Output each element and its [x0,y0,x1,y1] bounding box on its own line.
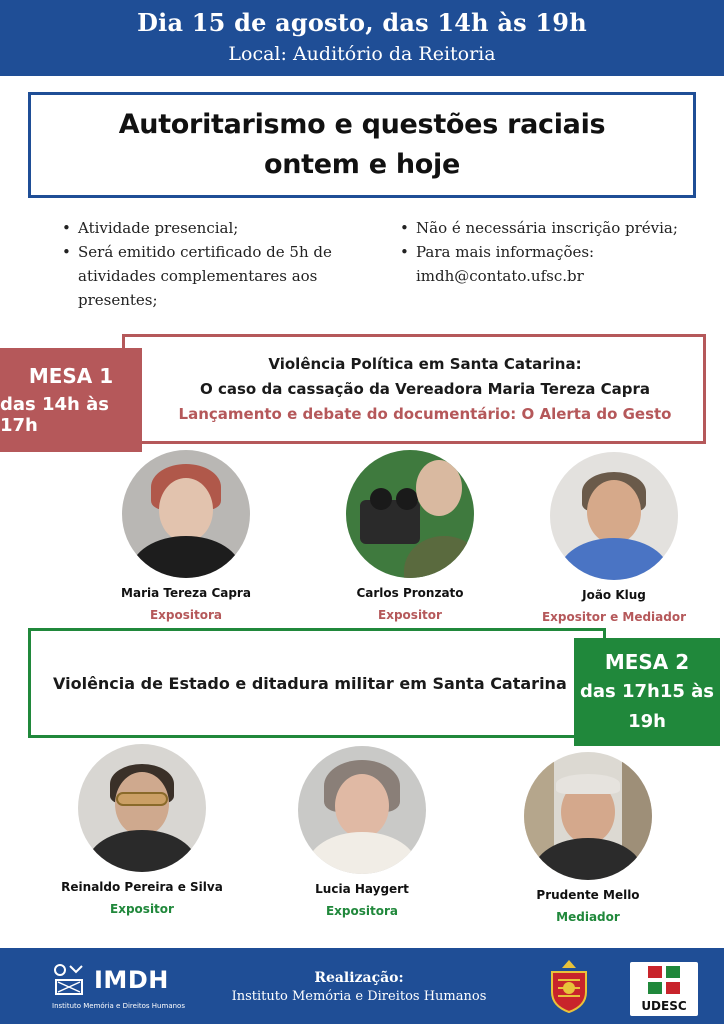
participant-photo [78,744,206,872]
participant-photo [346,450,474,578]
participant-photo [122,450,250,578]
participant-name: Carlos Pronzato [356,586,464,600]
realizacao-organizer: Instituto Memória e Direitos Humanos [231,989,487,1004]
ufsc-crest-icon [546,958,592,1014]
udesc-logo [630,962,698,1016]
info-item: • Não é necessária inscrição prévia; [400,216,700,240]
participant-role: Expositora [149,608,223,622]
mesa1-label [0,348,142,452]
info-item: • Atividade presencial; [62,216,362,240]
participant-photo [298,746,426,874]
udesc-mark-icon [630,962,698,1002]
mesa2-time-line1: das 17h15 às [579,681,715,702]
participant-photo [524,752,652,880]
participant-name: Lucia Haygert [315,882,409,896]
mesa1-subtitle: Lançamento e debate do documentário: O Alerta do Gesto [178,405,672,423]
info-item: • Para mais informações: imdh@contato.ufsc.br [400,240,700,288]
realizacao-block [200,970,518,1004]
participant-card [514,452,714,624]
participant-photo [550,452,678,580]
participant-name: João Klug [582,588,646,602]
info-list-left [62,216,362,312]
event-title-box [28,92,696,198]
mesa1-time: das 14h às 17h [0,394,110,436]
mesa2-title: MESA 2 [604,650,690,674]
imdh-logo [50,962,185,1012]
participant-role: Expositora [325,904,399,918]
mesa1-description [160,352,690,427]
mesa2-description: Violência de Estado e ditadura militar em Santa Catarina [53,673,567,693]
event-date: Dia 15 de agosto, das 14h às 19h [137,8,587,37]
participant-role: Expositor [378,608,442,622]
header-bar [0,0,724,76]
participant-role: Expositor e Mediador [541,610,687,624]
participant-name: Prudente Mello [536,888,640,902]
imdh-emblem-icon [50,962,92,998]
participant-card [42,744,242,916]
mesa2-box [28,628,606,738]
info-item: • Será emitido certificado de 5h de atividades complementares aos presentes; [62,240,362,312]
event-title-line2: ontem e hoje [264,149,460,180]
footer-bar [0,948,724,1024]
mesa1-title-line1: Violência Política em Santa Catarina: [268,355,582,373]
mesa2-label [574,638,720,746]
participant-card [488,752,688,924]
participant-name: Reinaldo Pereira e Silva [61,880,223,894]
mesa1-title: MESA 1 [28,364,114,388]
udesc-wordmark: UDESC [641,999,687,1013]
participant-card [262,746,462,918]
realizacao-label: Realização: [314,970,404,986]
participant-card [310,450,510,622]
participant-name: Maria Tereza Capra [121,586,251,600]
participant-role: Expositor [110,902,174,916]
participant-role: Mediador [556,910,620,924]
participant-card [86,450,286,622]
event-title-line1: Autoritarismo e questões raciais [118,109,606,140]
mesa1-title-line2: O caso da cassação da Vereadora Maria Tereza Capra [200,380,650,398]
imdh-wordmark: IMDH [94,966,169,994]
info-list-right [400,216,700,288]
mesa2-time-line2: 19h [628,711,666,732]
event-location: Local: Auditório da Reitoria [228,43,496,65]
imdh-tagline: Instituto Memória e Direitos Humanos [52,1002,185,1010]
